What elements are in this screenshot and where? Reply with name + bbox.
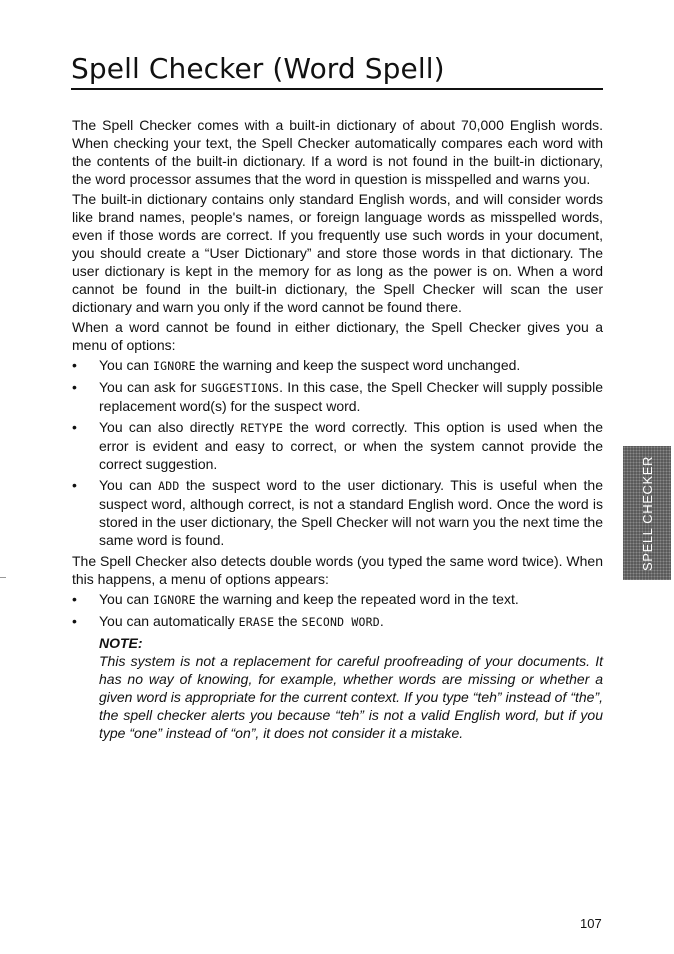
bullet-icon: • <box>72 591 77 607</box>
bullet-icon: • <box>72 477 77 493</box>
margin-mark <box>0 577 6 578</box>
bullet-icon: • <box>72 613 77 629</box>
note-body: This system is not a replacement for careful proofreading of your documents. It has no way of knowing, for example, whether words are missing or whether a given word is appropriate for the current context. If you type “teh” instead of “the”, the spell checker alerts you because “teh” is not a valid English word, but if you type “one” instead of “on”, it does not consider it a mistake. <box>99 653 603 741</box>
option-ignore: • You can IGNORE the warning and keep the suspect word unchanged. <box>72 357 521 373</box>
command-suggestions: SUGGESTIONS <box>200 381 280 395</box>
option-suggestions: • You can ask for SUGGESTIONS. In this case, the Spell Checker will supply possible replacement word(s) for the suspect word. <box>72 379 603 414</box>
double-option-list <box>72 590 603 631</box>
command-second-word: SECOND WORD <box>301 615 380 629</box>
note-block <box>72 634 603 742</box>
bullet-icon: • <box>72 419 77 435</box>
body-text <box>72 116 603 742</box>
command-erase: ERASE <box>238 615 275 629</box>
double-words-paragraph: The Spell Checker also detects double words (you typed the same word twice). When this happens, a menu of options appears: <box>72 553 603 587</box>
menu-intro-paragraph: When a word cannot be found in either dictionary, the Spell Checker gives you a menu of options: <box>72 319 603 353</box>
title-underline <box>71 88 603 90</box>
page-title: Spell Checker (Word Spell) <box>71 52 445 85</box>
intro-paragraph: The Spell Checker comes with a built-in dictionary of about 70,000 English words. When checking your text, the Spell Checker automatically compares each word with the contents of the built-in dictionary. If a word is not found in the built-in dictionary, the word processor assumes that the word in question is misspelled and warns you. <box>72 117 603 187</box>
command-ignore: IGNORE <box>152 359 196 373</box>
double-option-erase: • You can automatically ERASE the SECOND WORD. <box>72 613 384 629</box>
chapter-tab <box>623 446 671 580</box>
double-option-ignore: • You can IGNORE the warning and keep the repeated word in the text. <box>72 591 519 607</box>
note-heading: NOTE: <box>99 635 143 651</box>
option-list <box>72 356 603 549</box>
command-retype: RETYPE <box>240 421 284 435</box>
command-ignore: IGNORE <box>152 593 196 607</box>
bullet-icon: • <box>72 357 77 373</box>
command-add: ADD <box>158 479 180 493</box>
page-number: 107 <box>580 916 602 931</box>
bullet-icon: • <box>72 379 77 395</box>
dictionary-paragraph: The built-in dictionary contains only standard English words, and will consider words like brand names, people's names, or foreign language words as misspelled words, even if those words are correct. If you frequently use such words in your document, you should create a “User Dictionary” and store those words in that dictionary. The user dictionary is kept in the memory for as long as the power is on. When a word cannot be found in the built-in dictionary, the Spell Checker will scan the user dictionary and warn you only if the word cannot be found there. <box>72 191 603 315</box>
chapter-tab-label: SPELL CHECKER <box>639 455 655 571</box>
option-add: • You can ADD the suspect word to the user dictionary. This is useful when the suspect word, although correct, is not a standard English word. Once the word is stored in the user dictionary, the Spell Checker will not warn you the next time the same word is found. <box>72 477 604 548</box>
option-retype: • You can also directly RETYPE the word correctly. This option is used when the error is evident and easy to correct, or when the system cannot provide the correct suggestion. <box>72 419 603 472</box>
